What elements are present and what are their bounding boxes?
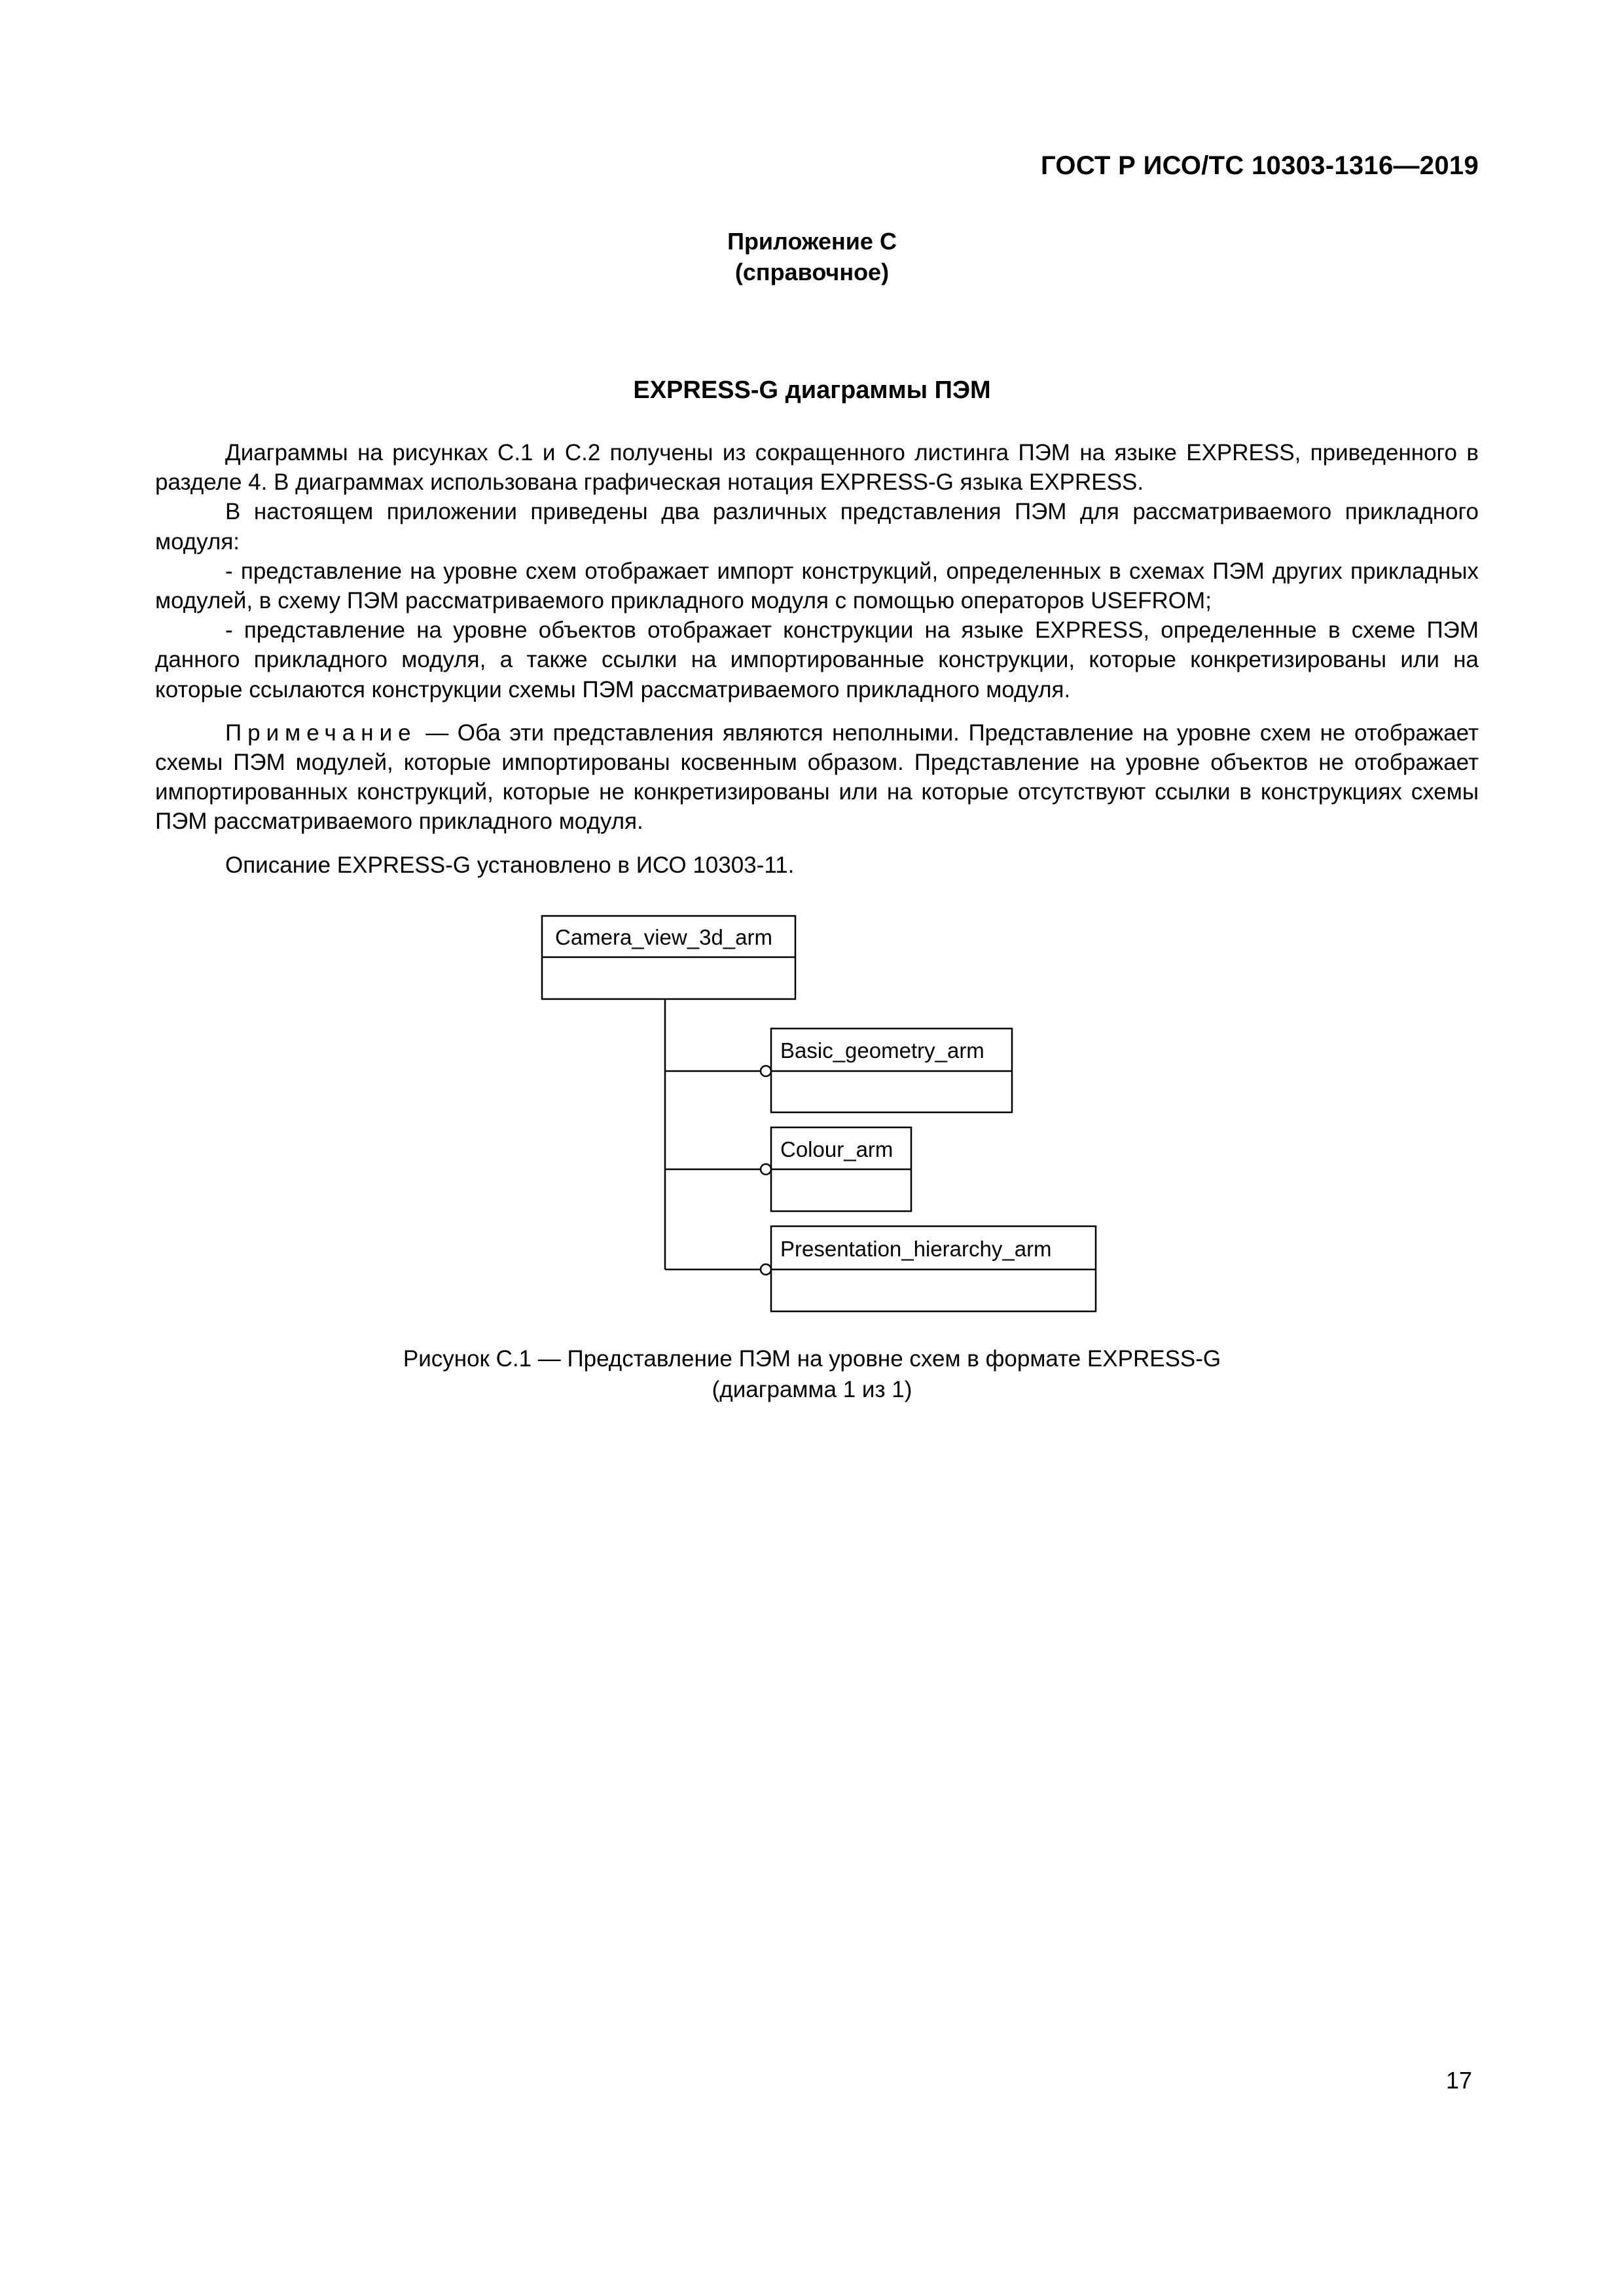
paragraph-2: В настоящем приложении приведены два различных представления ПЭМ для рассматриваемого прикладного модуля:: [155, 499, 1479, 555]
schema-label-2: Colour_arm: [780, 1137, 893, 1161]
paragraph-1: Диаграммы на рисунках С.1 и С.2 получены из сокращенного листинга ПЭМ на языке EXPRESS, приведенного в разделе 4. В диаграммах использована графическая нотация EXPRESS-G языка EXPRESS.: [155, 440, 1479, 496]
root-schema-box: [542, 916, 795, 999]
paragraph-5: Описание EXPRESS-G установлено в ИСО 10303-11.: [225, 852, 795, 878]
connector-circle-2: [761, 1164, 771, 1175]
page-number: 17: [1445, 2067, 1472, 2094]
intro-text: [155, 438, 1479, 880]
schema-label-3: Presentation_hierarchy_arm: [780, 1237, 1052, 1261]
schema-box-2: [771, 1127, 911, 1211]
schema-box-3: [771, 1226, 1096, 1311]
paragraph-3: - представление на уровне схем отображает импорт конструкций, определенных в схемах ПЭМ других прикладных модулей, в схему ПЭМ рассматриваемого прикладного модуля с помощью операторов USEFROM;: [155, 558, 1479, 614]
schema-label-1: Basic_geometry_arm: [780, 1038, 984, 1063]
schema-box-1: [771, 1029, 1012, 1112]
document-code: ГОСТ Р ИСО/ТС 10303-1316—2019: [1040, 151, 1479, 180]
figure-caption: [0, 1343, 1624, 1405]
section-title: EXPRESS-G диаграммы ПЭМ: [633, 376, 991, 404]
note-paragraph: [155, 718, 1479, 837]
root-schema-label: Camera_view_3d_arm: [555, 925, 772, 949]
connector-circle-1: [761, 1066, 771, 1076]
caption-line-1: Рисунок С.1 — Представление ПЭМ на уровне схем в формате EXPRESS-G: [403, 1346, 1221, 1372]
annex-heading: [0, 226, 1624, 287]
note-label: Примечание: [225, 720, 417, 746]
annex-status: (справочное): [734, 259, 890, 285]
caption-line-2: (диаграмма 1 из 1): [712, 1377, 912, 1402]
paragraph-4: - представление на уровне объектов отображает конструкции на языке EXPRESS, определенные в схеме ПЭМ данного прикладного модуля, а также ссылки на импортированные конструкции, которые конкретизированы или на которые ссылаются конструкции схемы ПЭМ рассматриваемого прикладного модуля.: [155, 617, 1479, 702]
annex-title: Приложение С: [727, 228, 897, 255]
note-text: — Оба эти представления являются неполными. Представление на уровне схем не отображает схемы ПЭМ модулей, которые импортированы косвенным образом. Представление на уровне объектов не отображает импортированных конструкций, которые не конкретизированы или на которые отсутствуют ссылки в конструкциях схемы ПЭМ рассматриваемого прикладного модуля.: [155, 720, 1479, 835]
connector-circle-3: [761, 1264, 771, 1275]
